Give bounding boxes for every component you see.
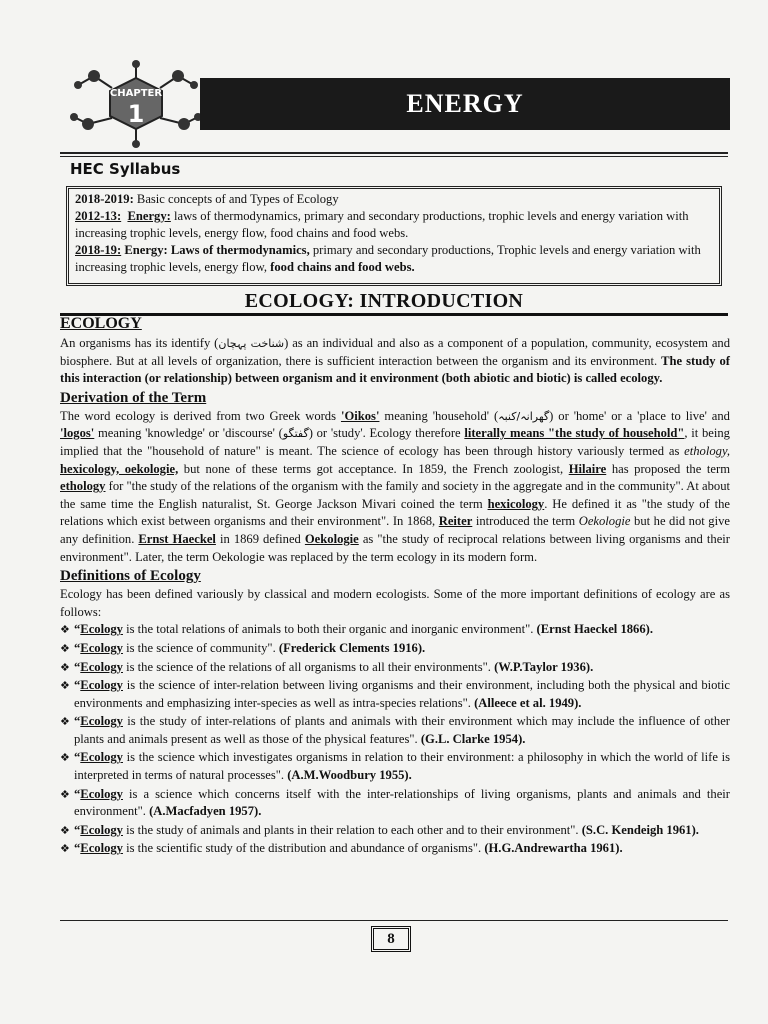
term-hexicology-oekologie: hexicology, oekologie, [60, 461, 179, 476]
diamond-bullet-icon: ❖ [60, 623, 70, 637]
definition-term: Ecology [80, 640, 123, 655]
urdu-text: شناخت پہچان [218, 337, 285, 350]
definition-citation: (G.L. Clarke 1954). [420, 731, 526, 746]
ecology-definition-bold: The study of this interaction (or relationship) between organism and it environment (both abiotic and biotic) is called ecology. [60, 353, 730, 386]
text-span: as "the study of reciprocal relations between living organisms and their environment". Later, the term Oekologie was replaced by the term ecology in its modern form. [60, 531, 730, 564]
text-span: ) or 'home' or a 'place to live' and [549, 408, 730, 423]
syllabus-text: primary and secondary productions, Trophic levels and energy variation with increasing trophic levels, energy flow, [75, 243, 701, 274]
definition-citation: (Frederick Clements 1916). [278, 640, 426, 655]
footer-divider [60, 920, 728, 921]
diamond-bullet-icon: ❖ [60, 715, 70, 729]
definition-term: Ecology [80, 841, 123, 856]
open-quote: “ [74, 822, 81, 837]
definition-term: Ecology [80, 822, 123, 837]
term-oekologie-italic: Oekologie [578, 514, 631, 529]
definition-text: is the science of the relations of all organisms to all their environments". [122, 659, 495, 674]
chapter-number: 1 [127, 100, 145, 128]
syllabus-year: 2018-19: [75, 243, 122, 257]
term-literally: literally means "the study of household" [464, 426, 685, 441]
syllabus-box [66, 186, 722, 286]
open-quote: “ [74, 678, 81, 693]
syllabus-text: laws of thermodynamics, primary and secondary productions, trophic levels and energy variation with increasing trophic levels, energy flow, food chains and food webs. [75, 209, 689, 240]
chapter-title-text: ENERGY [406, 89, 524, 118]
open-quote: “ [74, 659, 81, 674]
text-span: . He defined it as "the study of the relations which exist between organisms and their environment". In 1868, [60, 496, 731, 529]
derivation-heading: Derivation of the Term [60, 389, 207, 406]
definition-item [60, 713, 730, 748]
chapter-molecule-icon [66, 58, 206, 148]
text-span: , it being implied that the "household of nature" is meant. The science of ecology has been through history variously termed as [60, 426, 730, 458]
definitions-intro: Ecology has been defined variously by classical and modern ecologists. Some of the more important definitions of ecology are as follows: [60, 587, 730, 619]
definitions-heading: Definitions of Ecology [60, 568, 201, 585]
page-number [371, 926, 411, 952]
term-oikos: 'Oikos' [340, 408, 380, 423]
ecology-heading: ECOLOGY [60, 315, 142, 332]
definition-item [60, 749, 730, 784]
definition-term: Ecology [80, 714, 123, 729]
definition-citation: (Alleece et al. 1949). [474, 695, 582, 710]
text-span: but none of these terms got acceptance. In 1859, the French zoologist, [178, 461, 569, 476]
text-span: in 1869 defined [215, 531, 305, 546]
syllabus-line-1 [75, 191, 713, 208]
definition-citation: (W.P.Taylor 1936). [494, 659, 594, 674]
hec-syllabus-heading: HEC Syllabus [70, 160, 181, 178]
syllabus-topic: Energy: Laws of thermodynamics, [121, 243, 310, 257]
chapter-title [200, 78, 730, 130]
term-ethology: ethology [60, 479, 106, 494]
text-span: but he did not give any definition. [60, 514, 730, 546]
term-hexicology: hexicology [487, 496, 545, 511]
diamond-bullet-icon: ❖ [60, 751, 70, 765]
definition-text: is the total relations of animals to both their organic and inorganic environment". [122, 622, 537, 637]
syllabus-text-bold: food chains and food webs. [270, 260, 415, 274]
diamond-bullet-icon: ❖ [60, 787, 70, 801]
term-logos: 'logos' [60, 426, 95, 441]
open-quote: “ [74, 841, 81, 856]
term-ethology-italic: ethology, [684, 443, 730, 458]
header-divider [60, 152, 728, 154]
definition-text: is the study of inter-relations of plants and animals with their environment which may include the influence of other plants and animals present as well as those of the physical features". [74, 714, 730, 746]
text-span: ) as an individual and also as a component of a population, community, ecosystem and biosphere. But at all levels of organization, there is sufficient interaction between the organism and its environment. [60, 336, 730, 368]
name-reiter: Reiter [438, 514, 473, 529]
definition-text: is the study of animals and plants in their relation to each other and to their environment". [122, 822, 582, 837]
definition-item [60, 822, 730, 840]
diamond-bullet-icon: ❖ [60, 660, 70, 674]
definition-item [60, 677, 730, 712]
text-span: An organisms has its identify ( [60, 336, 219, 350]
text-span: The word ecology is derived from two Greek words [60, 408, 341, 423]
syllabus-line-3 [75, 242, 713, 276]
definitions-list [60, 621, 730, 858]
diamond-bullet-icon: ❖ [60, 823, 70, 837]
diamond-bullet-icon: ❖ [60, 641, 70, 655]
definition-term: Ecology [80, 678, 123, 693]
definition-item [60, 659, 730, 677]
definition-item [60, 621, 730, 639]
diamond-bullet-icon: ❖ [60, 842, 70, 856]
definition-text: is the science of inter-relation between living organisms and their environment, including both the physical and biotic environments and emphasizing inter-species as well as intra-species relations". [74, 678, 730, 710]
definition-text: is the science of community". [122, 640, 279, 655]
definition-text: is the science which investigates organisms in relation to their environment: a philosophy in which the world of life is interpreted in terms of natural processes". [74, 750, 730, 783]
main-content [60, 313, 730, 859]
text-span: introduced the term [472, 514, 579, 529]
derivation-paragraph [60, 408, 730, 566]
syllabus-year: 2018-2019: [75, 192, 134, 206]
header-divider-thin [60, 156, 728, 157]
definition-term: Ecology [80, 659, 123, 674]
chapter-label: CHAPTER [109, 88, 163, 99]
page-number-text: 8 [387, 930, 395, 947]
syllabus-line-2 [75, 208, 713, 242]
definition-item [60, 640, 730, 658]
term-oekologie: Oekologie [304, 531, 359, 546]
syllabus-year: 2012-13: [75, 209, 122, 223]
definition-citation: (S.C. Kendeigh 1961). [581, 822, 699, 837]
definition-citation: (A.Macfadyen 1957). [149, 804, 262, 819]
definition-citation: (A.M.Woodbury 1955). [287, 768, 412, 783]
text-span: ) or 'study'. Ecology therefore [308, 426, 465, 441]
definition-text: is a science which concerns itself with the inter-relationships of living organisms, plants and animals and their environment". [74, 786, 730, 819]
text-span: has proposed the term [606, 461, 730, 476]
syllabus-text: Basic concepts of and Types of Ecology [133, 192, 339, 206]
text-span: meaning 'knowledge' or 'discourse' ( [94, 426, 283, 441]
definition-item [60, 786, 730, 821]
definition-term: Ecology [80, 622, 123, 637]
text-span: meaning 'household' ( [379, 408, 499, 423]
definition-term: Ecology [80, 786, 123, 801]
name-haeckel: Ernst Haeckel [138, 531, 216, 546]
ecology-paragraph [60, 335, 730, 388]
text-span: for "the study of the relations of the organism with the family and society in the aggregate and in the community". At about the same time the English naturalist, St. George Jackson Mivari coined the term [60, 479, 730, 511]
urdu-text: گفتگو [282, 427, 309, 441]
name-hilaire: Hilaire [568, 461, 607, 476]
definition-item [60, 840, 730, 858]
open-quote: “ [74, 750, 81, 765]
open-quote: “ [74, 640, 81, 655]
urdu-text: گھرانہ/کنبہ [498, 409, 550, 423]
open-quote: “ [74, 714, 81, 729]
syllabus-topic: Energy: [127, 209, 171, 223]
definition-citation: (Ernst Haeckel 1866). [536, 622, 653, 637]
definition-citation: (H.G.Andrewartha 1961). [484, 841, 623, 856]
open-quote: “ [74, 622, 81, 637]
definition-text: is the scientific study of the distribution and abundance of organisms". [122, 841, 485, 856]
diamond-bullet-icon: ❖ [60, 679, 70, 693]
definition-term: Ecology [80, 750, 123, 765]
section-title: ECOLOGY: INTRODUCTION [244, 290, 524, 312]
open-quote: “ [74, 786, 81, 801]
